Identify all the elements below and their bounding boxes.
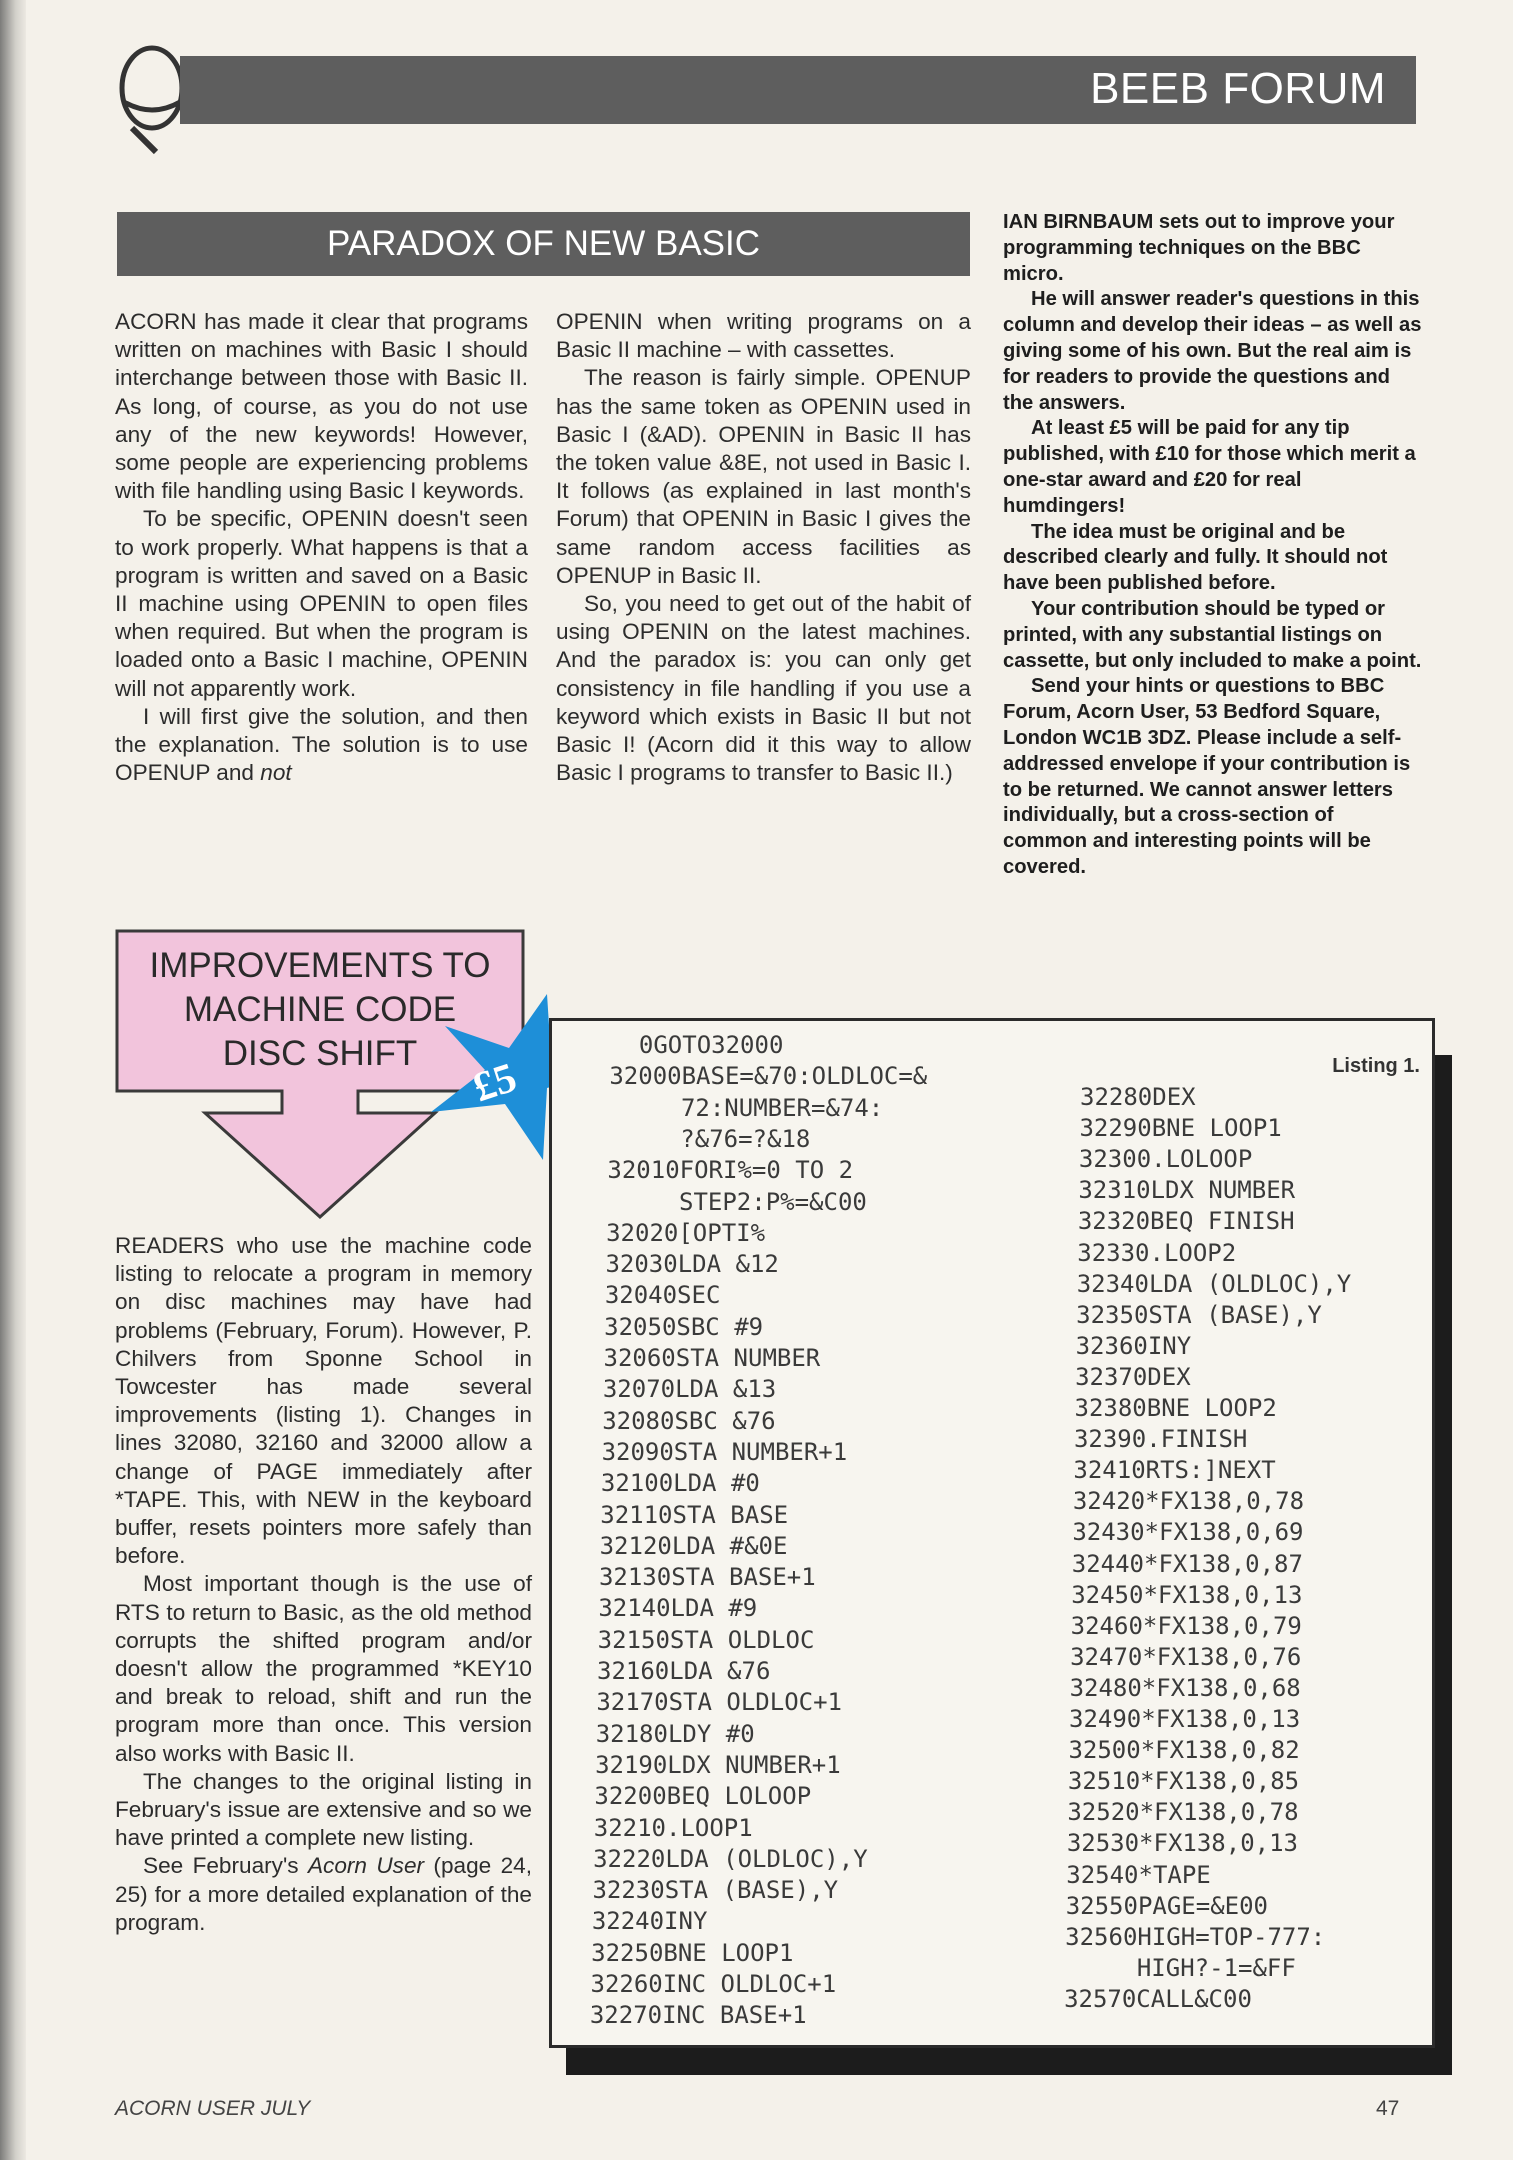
code-line: 32540*TAPE	[1066, 1860, 1211, 1889]
code-line: 32070LDA &13	[602, 1375, 777, 1404]
paragraph: The changes to the original listing in February's issue are extensive and so we have printed a complete new listing.	[115, 1768, 532, 1851]
article-column-1	[115, 308, 528, 787]
code-line: 32390.FINISH	[1073, 1425, 1248, 1454]
intro-paragraph: Send your hints or questions to BBC Forum, Acorn User, 53 Bedford Square, London WC1B 3DZ. Please include a self-addressed envelope if your contribution is to be returned. We cannot answer letters individually, but a cross-section of common and interesting points will be covered.	[1003, 675, 1411, 878]
code-line: 32260INC OLDLOC+1	[590, 1970, 837, 1998]
prize-label: £5	[467, 1054, 523, 1112]
code-line: 32230STA (BASE),Y	[592, 1876, 839, 1905]
section-banner	[180, 56, 1416, 124]
code-line: 32510*FX138,0,85	[1067, 1767, 1300, 1796]
code-line: 32150STA OLDLOC	[597, 1625, 815, 1654]
paragraph: So, you need to get out of the habit of using OPENIN on the latest machines. And the paradox is: you can only get consistency in file handling if you use a keyword which exists in Basic II but not Basic I! (Acorn did it this way to allow Basic I programs to transfer to Basic II.)	[556, 591, 971, 786]
code-line: 32410RTS:]NEXT	[1073, 1456, 1276, 1485]
intro-paragraph: At least £5 will be paid for any tip published, with £10 for those which merit a one-star award and £20 for real humdingers!	[1003, 417, 1416, 517]
code-line: STEP2:P%=&C00	[606, 1187, 867, 1216]
code-line: 32420*FX138,0,78	[1072, 1487, 1305, 1516]
code-line: 32450*FX138,0,13	[1071, 1580, 1303, 1609]
code-line: 32300.LOLOOP	[1078, 1145, 1253, 1174]
code-line: 32100LDA #0	[600, 1469, 760, 1498]
paragraph: To be specific, OPENIN doesn't seen to work properly. What happens is that a program is written and saved on a Basic II machine using OPENIN to open files when required. But when the program is loaded onto a Basic I machine, OPENIN will not apparently work.	[115, 506, 528, 701]
article-column-2	[556, 308, 971, 787]
improvements-title: IMPROVEMENTS TO MACHINE CODE DISC SHIFT	[149, 946, 491, 1073]
code-line: 32570CALL&C00	[1064, 1984, 1252, 2013]
code-line: 32460*FX138,0,79	[1070, 1611, 1302, 1640]
code-line: 32500*FX138,0,82	[1068, 1736, 1300, 1765]
code-line: 32360INY	[1075, 1331, 1192, 1360]
intro-paragraph: The idea must be original and be described clearly and fully. It should not have been published before.	[1003, 520, 1388, 595]
intro-paragraph: IAN BIRNBAUM sets out to improve your programming techniques on the BBC micro.	[1003, 211, 1395, 285]
paragraph: See February's Acorn User (page 24, 25) for a more detailed explanation of the program.	[115, 1853, 532, 1935]
code-line: 32530*FX138,0,13	[1066, 1829, 1298, 1858]
code-line: 32140LDA #9	[598, 1594, 758, 1623]
code-line: 32270INC BASE+1	[589, 2001, 807, 2030]
code-line: 32060STA NUMBER	[603, 1344, 821, 1372]
intro-paragraph: Your contribution should be typed or printed, with any substantial listings on cassette, but only included to make a point.	[1003, 597, 1422, 672]
code-line: 32520*FX138,0,78	[1067, 1798, 1299, 1827]
code-line: 32090STA NUMBER+1	[601, 1437, 848, 1466]
paragraph: I will first give the solution, and then the explanation. The solution is to use OPENUP and not	[115, 703, 528, 786]
code-line: 32350STA (BASE),Y	[1076, 1300, 1322, 1329]
code-line: 32280DEX	[1080, 1083, 1196, 1111]
code-line: 32560HIGH=TOP-777:	[1065, 1922, 1326, 1951]
code-line: 32310LDX NUMBER	[1078, 1176, 1296, 1205]
code-line: 32080SBC &76	[602, 1406, 776, 1435]
paragraph: ACORN has made it clear that programs written on machines with Basic I should interchange between those with Basic II. As long, of course, as you do not use any of the new keywords! However, some people are experiencing problems with file handling using Basic I keywords.	[115, 309, 528, 504]
code-line: 32490*FX138,0,13	[1069, 1705, 1301, 1733]
code-line: 32040SEC	[604, 1281, 721, 1310]
code-line: 32220LDA (OLDLOC),Y	[593, 1844, 868, 1873]
code-line: 32180LDY #0	[595, 1719, 755, 1748]
code-line: 32190LDX NUMBER+1	[595, 1750, 841, 1779]
banner-title: BEEB FORUM	[1090, 64, 1386, 113]
code-line: 32210.LOOP1	[593, 1813, 753, 1842]
code-line: 32110STA BASE	[600, 1500, 789, 1529]
code-line: 32290BNE LOOP1	[1079, 1114, 1282, 1143]
footer-publication: ACORN USER JULY	[115, 2097, 311, 2120]
code-line: 32380BNE LOOP2	[1074, 1394, 1277, 1422]
paragraph: The reason is fairly simple. OPENUP has the same token as OPENIN used in Basic I (&AD). OPENIN in Basic II has the token value &8E, not used in Basic I. It follows (as explained in last month's Forum) that OPENIN in Basic I gives the same random access facilities as OPENUP in Basic II.	[556, 365, 971, 588]
intro-paragraph: He will answer reader's questions in this column and develop their ideas – as well as giving some of his own. But the real aim is for readers to provide the questions and the answers.	[1003, 288, 1422, 414]
improvements-column	[115, 1232, 532, 1937]
code-line: 32330.LOOP2	[1077, 1238, 1237, 1267]
code-line: 32120LDA #&0E	[599, 1531, 788, 1560]
code-line: 32160LDA &76	[597, 1657, 771, 1685]
code-line: 32320BEQ FINISH	[1077, 1207, 1295, 1236]
code-line: 32000BASE=&70:OLDLOC=&	[609, 1062, 928, 1091]
code-line: 32130STA BASE+1	[598, 1563, 816, 1592]
code-line: 32430*FX138,0,69	[1072, 1518, 1304, 1547]
code-line: 32440*FX138,0,87	[1071, 1549, 1303, 1578]
page-gutter-shadow	[0, 0, 26, 2160]
code-line: 32340LDA (OLDLOC),Y	[1076, 1269, 1352, 1298]
code-line: 32170STA OLDLOC+1	[596, 1688, 842, 1717]
code-line: 32550PAGE=&E00	[1065, 1891, 1268, 1920]
intro-column	[1003, 210, 1423, 881]
page-number: 47	[1376, 2097, 1400, 2120]
code-line: 72:NUMBER=&74:	[608, 1093, 884, 1122]
code-line: 32030LDA &12	[605, 1250, 779, 1279]
code-line: 32020[OPTI%	[606, 1218, 766, 1247]
paragraph: READERS who use the machine code listing to relocate a program in memory on disc machines may have had problems (February, Forum). However, P. Chilvers from Sponne School in Towcester has made several improvements (listing 1). Changes in lines 32080, 32160 and 32000 allow a change of PAGE immediately after *TAPE. This, with NEW in the keyboard buffer, resets pointers more safely than before.	[115, 1233, 532, 1569]
code-line: 32250BNE LOOP1	[591, 1938, 794, 1967]
code-line: 32200BEQ LOLOOP	[594, 1782, 812, 1811]
code-line: ?&76=?&18	[608, 1124, 811, 1153]
listing-label: Listing 1.	[1332, 1055, 1420, 1077]
code-listing	[549, 1018, 1435, 2048]
code-line: 32240INY	[591, 1907, 708, 1936]
paragraph: Most important though is the use of RTS to return to Basic, as the old method corrupts the shifted program and/or doesn't allow the programmed *KEY10 and break to reload, shift and run the program more than once. This version also works with Basic II.	[115, 1571, 532, 1766]
code-line: 0GOTO32000	[610, 1031, 784, 1059]
code-line: 32470*FX138,0,76	[1070, 1642, 1302, 1671]
code-line: HIGH?-1=&FF	[1064, 1953, 1296, 1982]
code-line: 32010FORI%=0 TO 2	[607, 1156, 854, 1185]
paragraph: OPENIN when writing programs on a Basic II machine – with cassettes.	[556, 309, 971, 363]
code-line: 32370DEX	[1075, 1362, 1191, 1391]
article-title: PARADOX OF NEW BASIC	[117, 212, 970, 276]
code-line: 32050SBC #9	[604, 1312, 764, 1341]
code-line: 32480*FX138,0,68	[1069, 1673, 1301, 1702]
